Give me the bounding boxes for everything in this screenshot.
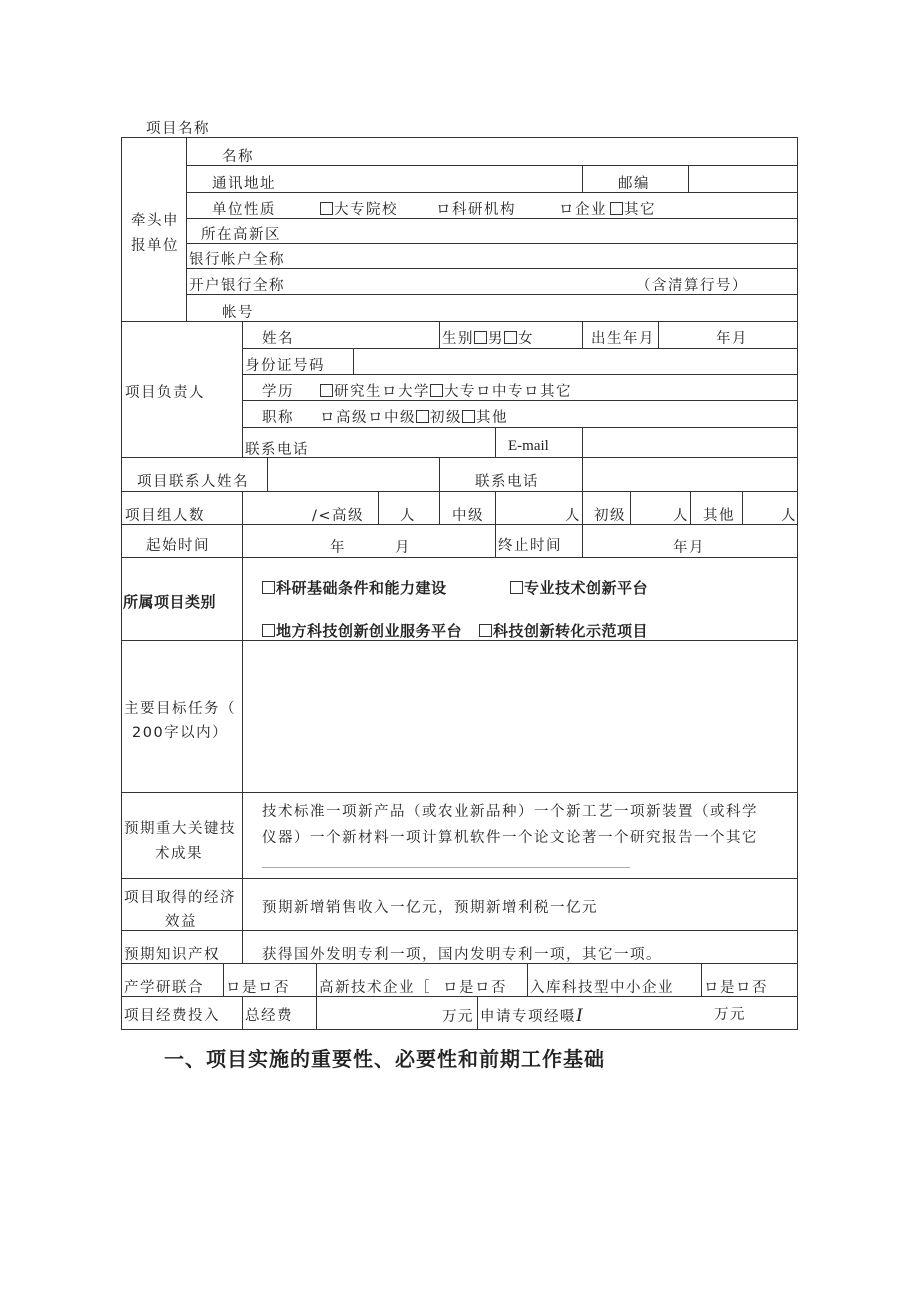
unit-name-label: 名称 [222, 149, 254, 165]
benefit-label-line1: 项目取得的经济 [124, 890, 236, 906]
end-value: 年月 [673, 540, 705, 556]
category-option-demo-project[interactable]: 科技创新转化示范项目 [479, 620, 648, 641]
start-month: 月 [395, 540, 411, 556]
bank-name-label: 开户银行全称 [189, 278, 285, 294]
total-funding-label: 总经费 [245, 1008, 293, 1024]
postcode-label: 邮编 [618, 176, 650, 192]
checkbox-icon[interactable] [474, 331, 487, 344]
birth-value: 年月 [716, 331, 748, 347]
sme-label: 入库科技型中小企业 [530, 980, 674, 996]
team-size-label: 项目组人数 [125, 508, 205, 524]
tasks-label-line1: 主要目标任务（ [124, 701, 236, 717]
sme-yesno[interactable]: ロ是ロ否 [704, 980, 768, 996]
nature-option-university[interactable]: 大专院校 [320, 198, 398, 219]
special-funding-label: 申请专项经嗫I [480, 1005, 584, 1026]
start-time-label: 起始时间 [146, 538, 210, 554]
benefit-label-line2: 效益 [165, 914, 197, 930]
gender-label: 生别 男 女 [442, 331, 534, 347]
checkbox-icon [462, 410, 475, 423]
tasks-label-line2: 200字以内） [132, 725, 229, 741]
hightech-yesno[interactable]: ロ是ロ否 [443, 980, 507, 996]
team-senior-unit: 人 [400, 508, 416, 524]
id-number-label: 身份证号码 [245, 358, 325, 374]
nature-option-enterprise[interactable]: ロ企业 [559, 202, 607, 218]
bank-account-name-label: 银行帐户全称 [189, 252, 285, 268]
funding-label: 项目经费投入 [124, 1008, 220, 1024]
end-time-label: 终止时间 [498, 538, 562, 554]
leader-name-label: 姓名 [262, 331, 294, 347]
checkbox-icon [416, 410, 429, 423]
benefit-text: 预期新增销售收入一亿元，预期新增利税一亿元 [262, 900, 598, 916]
education-label: 学历 [262, 384, 294, 400]
checkbox-icon [430, 384, 443, 397]
start-year: 年 [330, 540, 346, 556]
contact-phone-label: 联系电话 [475, 474, 539, 490]
checkbox-icon [610, 202, 623, 215]
unit-nature-label: 单位性质 [212, 202, 276, 218]
checkbox-icon [320, 202, 333, 215]
team-junior-label: 初级 [594, 508, 626, 524]
ip-label: 预期知识产权 [124, 947, 220, 963]
category-option-service-platform[interactable]: 地方科技创新创业服务平台 [262, 620, 462, 641]
total-funding-unit: 万元 [442, 1009, 474, 1025]
email-label: E-mail [508, 438, 549, 454]
project-name-label: 项目名称 [146, 121, 210, 137]
team-other-label: 其他 [703, 508, 735, 524]
results-text-line2: 仪器）一个新材料一项计算机软件一个论文论著一个研究报告一个其它 [262, 830, 758, 846]
lead-unit-label-line2: 报单位 [131, 238, 179, 254]
education-options[interactable]: 研究生ロ大学 大专ロ中专ロ其它 [320, 380, 572, 401]
tasks-input-area[interactable] [244, 643, 794, 789]
contact-name-label: 项目联系人姓名 [137, 474, 249, 490]
leader-label: 项目负责人 [125, 385, 205, 401]
coop-yesno[interactable]: ロ是ロ否 [226, 980, 290, 996]
nature-option-other[interactable]: 其它 [610, 198, 656, 219]
leader-phone-label: 联系电话 [245, 442, 309, 458]
checkbox-icon [479, 624, 492, 637]
coop-label: 产学研联合 [124, 980, 204, 996]
checkbox-icon [510, 581, 523, 594]
birth-label: 出生年月 [591, 331, 655, 347]
results-label-line2: 术成果 [155, 846, 203, 862]
team-other-unit: 人 [781, 508, 797, 524]
checkbox-icon[interactable] [504, 331, 517, 344]
category-option-infrastructure[interactable]: 科研基础条件和能力建设 [262, 577, 447, 598]
hightech-zone-label: 所在高新区 [201, 227, 281, 243]
nature-option-research[interactable]: ロ科研机构 [436, 202, 516, 218]
team-junior-unit: 人 [673, 508, 689, 524]
category-label: 所属项目类别 [123, 593, 217, 611]
ip-text: 获得国外发明专利一项，国内发明专利一项，其它一项。 [262, 947, 662, 963]
results-text-line1: 技术标准一项新产品（或农业新品种）一个新工艺一项新装置（或科学 [262, 804, 758, 820]
checkbox-icon [320, 384, 333, 397]
checkbox-icon [262, 581, 275, 594]
team-senior-label: /<高级 [312, 508, 365, 524]
team-mid-label: 中级 [452, 508, 484, 524]
address-label: 通讯地址 [212, 176, 276, 192]
hightech-label: 高新技术企业［ [319, 980, 431, 996]
bank-clearing-note: （含清算行号） [636, 278, 748, 294]
title-options[interactable]: ロ高级ロ中级 初级 其他 [320, 410, 508, 426]
special-funding-unit: 万元 [714, 1007, 746, 1023]
results-label-line1: 预期重大关键技 [124, 821, 236, 837]
lead-unit-label-line1: 牵头申 [131, 213, 179, 229]
category-option-platform[interactable]: 专业技术创新平台 [510, 577, 648, 598]
checkbox-icon [262, 624, 275, 637]
team-mid-unit: 人 [565, 508, 581, 524]
account-number-label: 帐号 [222, 305, 254, 321]
title-label: 职称 [262, 410, 294, 426]
section-heading: 一、项目实施的重要性、必要性和前期工作基础 [164, 1047, 605, 1071]
